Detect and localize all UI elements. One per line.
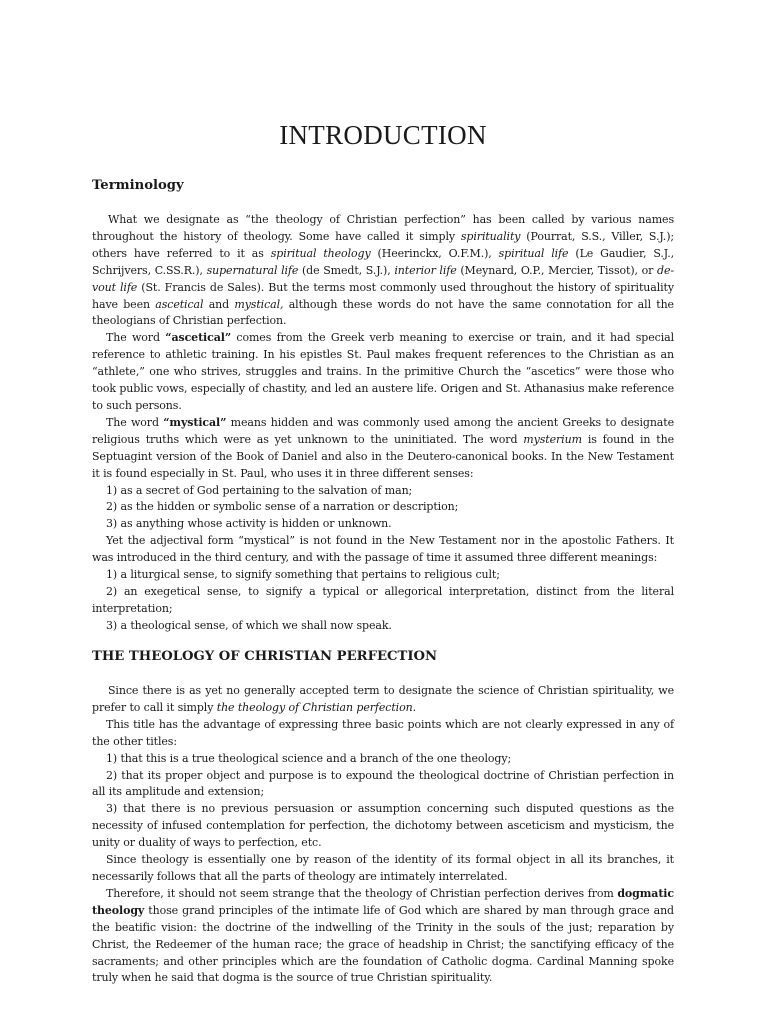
text-run: 3) a theological sense, of which we shall now speak. xyxy=(106,618,392,632)
text-run: (de Smedt, S.J.), xyxy=(298,263,395,277)
list-item xyxy=(92,801,674,852)
bold-text: “ascetical” xyxy=(165,331,232,345)
text-run: 2) that its proper object and purpose is to expound the theological doctrine of Christian perfection in all its amplitude and extension; xyxy=(92,768,674,799)
italic-text: supernatural life xyxy=(206,263,299,277)
italic-text: spiritual theology xyxy=(270,246,371,260)
paragraph xyxy=(92,683,674,717)
text-run: (St. Francis de Sales). But the terms most commonly used throughout the history of spirituality have been xyxy=(92,280,674,311)
page-title: INTRODUCTION xyxy=(279,120,487,150)
text-run: 1) as a secret of God pertaining to the salvation of man; xyxy=(106,483,413,497)
list-item xyxy=(92,618,674,635)
section-terminology-body xyxy=(92,212,674,635)
list-item xyxy=(92,567,674,584)
list-item xyxy=(92,483,674,500)
paragraph xyxy=(92,852,674,886)
section-theology-body xyxy=(92,683,674,987)
list-item xyxy=(92,584,674,618)
section-heading-terminology: Terminology xyxy=(92,178,184,193)
text-run: is found in the Septuagint version of the Book of Daniel and also in the Deutero-canonical books. In the New Testament it is found especially in St. Paul, who uses it in three different senses: xyxy=(92,432,674,480)
text-run: (Heerinckx, O.F.M.), xyxy=(370,246,499,260)
text-run: comes from the Greek verb meaning to exercise or train, and it had special reference to athletic training. In his epistles St. Paul makes frequent references to the Christian as an “athlete,” one who strives, struggles and trains. In the primitive Church the “ascetics” were those who took public vows, especially of chastity, and led an austere life. Origen and St. Athanasius make reference to such persons. xyxy=(92,331,674,412)
paragraph xyxy=(92,212,674,330)
text-run: (Meynard, O.P., Mercier, Tissot), or xyxy=(456,263,658,277)
italic-text: interior life xyxy=(394,263,457,277)
list-item xyxy=(92,768,674,802)
text-run: 2) an exegetical sense, to signify a typical or allegorical interpretation, distinct from the literal interpretation; xyxy=(92,584,674,615)
paragraph xyxy=(92,533,674,567)
paragraph xyxy=(92,415,674,483)
bold-text: “mystical” xyxy=(163,415,227,429)
text-run: 1) a liturgical sense, to signify something that pertains to religious cult; xyxy=(106,568,500,582)
text-run: 2) as the hidden or symbolic sense of a narration or description; xyxy=(106,500,459,514)
text-run: 3) that there is no previous persuasion or assumption concerning such disputed questions as the necessity of infused contemplation for perfection, the dichotomy between asceticism and mysticism, the unity or duality of ways to perfection, etc. xyxy=(92,802,674,850)
text-run: The word xyxy=(106,415,164,429)
text-run: means hidden and was commonly used among the ancient Greeks to designate religious truths which were as yet unknown to the uninitiated. The word xyxy=(92,415,674,446)
text-run: Therefore, it should not seem strange that the theology of Christian perfection derives from xyxy=(106,886,618,900)
italic-text: spiritual life xyxy=(498,246,569,260)
section-heading-theology: THE THEOLOGY OF CHRISTIAN PERFECTION xyxy=(92,649,438,664)
italic-text: ascetical xyxy=(155,297,204,311)
paragraph xyxy=(92,330,674,415)
italic-text: spirituality xyxy=(460,229,521,243)
italic-text: mysterium xyxy=(523,432,582,446)
paragraph xyxy=(92,717,674,751)
text-run: those grand principles of the intimate life of God which are shared by man through grace and the beatific vision: the doctrine of the indwelling of the Trinity in the souls of the just; reparation by Christ, the Redeemer of the human race; the grace of headship in Christ; the sanctifying efficacy of the sacraments; and other principles which are the foundation of Catholic dogma. Cardinal Manning spoke truly when he said that dogma is the source of true Christian spirituality. xyxy=(92,903,674,985)
text-run: Yet the adjectival form “mystical” is not found in the New Testament nor in the apostolic Fathers. It was introduced in the third century, and with the passage of time it assumed three different meanings: xyxy=(92,534,674,565)
bold-text: dogmatic theology xyxy=(92,886,674,917)
italic-text: mystical, xyxy=(234,297,284,311)
text-run: This title has the advantage of expressing three basic points which are not clearly expressed in any of the other titles: xyxy=(92,717,674,748)
paragraph xyxy=(92,886,674,987)
list-item xyxy=(92,751,674,768)
text-run: What we designate as “the theology of Christian perfection” has been called by various names throughout the history of theology. Some have called it simply xyxy=(92,213,674,243)
text-run: The word xyxy=(106,331,166,345)
italic-text: the theology of Christian perfection. xyxy=(216,700,416,714)
italic-text: de-vout life xyxy=(92,263,674,294)
text-run: 1) that this is a true theological science and a branch of the one theology; xyxy=(106,751,512,765)
list-item xyxy=(92,499,674,516)
text-run: and xyxy=(203,297,235,311)
list-item xyxy=(92,516,674,533)
text-run: although these words do not have the same connotation for all the theologians of Christian perfection. xyxy=(92,297,674,328)
text-run: Since there is as yet no generally accepted term to designate the science of Christian spirituality, we prefer to call it simply xyxy=(92,684,674,714)
text-run: (Le Gaudier, S.J., Schrijvers, C.SS.R.), xyxy=(92,246,675,277)
text-run: 3) as anything whose activity is hidden or unknown. xyxy=(106,517,392,531)
text-run: (Pourrat, S.S., Viller, S.J.); others have referred to it as xyxy=(92,229,674,260)
text-run: Since theology is essentially one by reason of the identity of its formal object in all its branches, it necessarily follows that all the parts of theology are intimately interrelated. xyxy=(92,853,674,883)
